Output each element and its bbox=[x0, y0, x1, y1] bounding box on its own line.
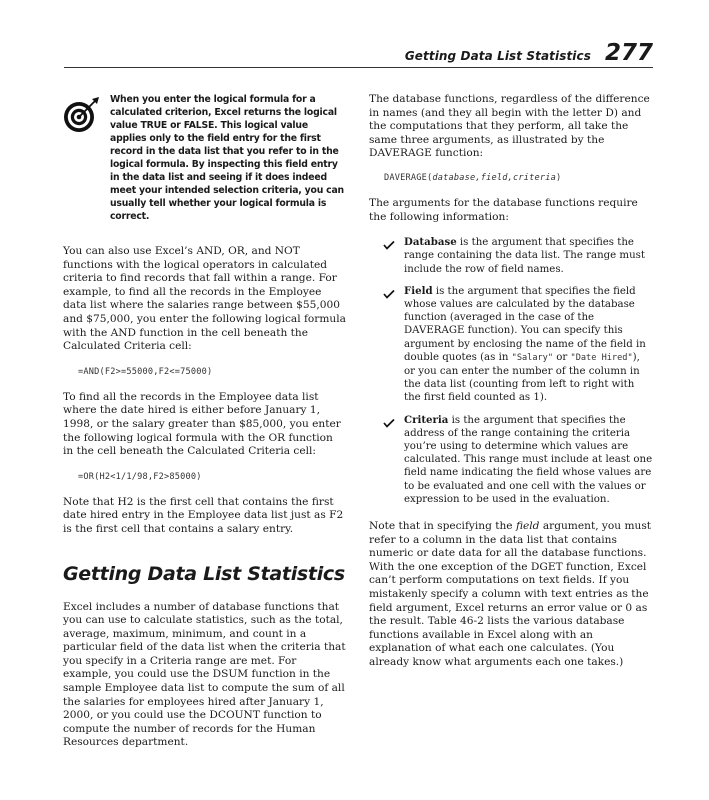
left-paragraph-4: Excel includes a number of database functions that you can use to calculate statistics, such as the total, average, maximum, minimum, and count in a particular field of the data list when the criteria that you specify in a Criteria range are met. For example, you could use the DSUM function in the sample Employee data list to compute the sum of all the salaries for employees hired after January 1, 2000, or you could use the DCOUNT function to compute the number of records for the Human Resources department. bbox=[63, 600, 346, 749]
tip-text: When you enter the logical formula for a calculated criterion, Excel returns the logical value TRUE or FALSE. This logical value applies only to the field entry for the first record in the data list that you refer to in the logical formula. By inspecting this field entry in the data list and seeing if it does indeed meet your intended selection criteria, you can usually tell whether your logical formula is correct. bbox=[110, 94, 344, 222]
check-icon bbox=[383, 414, 395, 506]
list-item bbox=[383, 236, 654, 276]
field-emphasis: field bbox=[515, 520, 540, 533]
term-database: Database bbox=[404, 236, 457, 249]
right-paragraph-3-a: Note that in specifying the bbox=[369, 520, 516, 533]
left-paragraph-3: Note that H2 is the first cell that contains the first date hired entry in the Employee data list just as F2 is the first cell that contains a salary entry. bbox=[63, 495, 344, 535]
section-heading: Getting Data List Statistics bbox=[63, 562, 345, 585]
bullet-field-text-b: or bbox=[553, 351, 571, 363]
bullet-criteria bbox=[404, 414, 654, 506]
bullet-field bbox=[404, 285, 654, 405]
page-number: 277 bbox=[604, 40, 653, 66]
header-rule bbox=[64, 67, 653, 68]
check-icon bbox=[383, 236, 395, 276]
code-salary: "Salary" bbox=[511, 352, 554, 363]
term-criteria: Criteria bbox=[404, 413, 449, 426]
left-paragraph-1: You can also use Excel’s AND, OR, and NOT functions with the logical operators in calculated criteria to find records that fall within a range. For example, to find all the records in the Employee data list where the salaries range between $55,000 and $75,000, you enter the following logical formula with the AND function in the cell beneath the Calculated Criteria cell: bbox=[63, 245, 346, 353]
right-column bbox=[369, 93, 654, 670]
bullet-database-text: is the argument that specifies the range containing the data list. The range must include the row of field names. bbox=[404, 237, 645, 275]
target-tip-icon bbox=[63, 93, 101, 223]
term-field: Field bbox=[404, 284, 433, 297]
argument-list bbox=[369, 236, 654, 506]
left-column bbox=[63, 93, 346, 750]
bullet-database bbox=[404, 236, 654, 276]
right-paragraph-3-b: argument, you must refer to a column in the data list that contains numeric or date data for all the database functions. With the one exception of the DGET function, Excel can’t perform computations on text fields. If you mistakenly specify a column with text entries as the field argument, Excel returns an error value or 0 as the result. Table 46-2 lists the various database functions available in Excel along with an explanation of what each one calculates. (You already know what arguments each one takes.) bbox=[369, 520, 652, 668]
code-or-formula: =OR(H2<1/1/98,F2>85000) bbox=[78, 471, 202, 482]
list-item bbox=[383, 285, 654, 405]
right-paragraph-1: The database functions, regardless of the difference in names (and they all begin with the letter D) and the computations that they perform, all take the same three arguments, as illustrated by the DAVERAGE function: bbox=[369, 93, 650, 160]
syntax-close: ) bbox=[555, 172, 562, 183]
syntax-arguments: database,field,criteria bbox=[432, 172, 556, 183]
list-item bbox=[383, 414, 654, 506]
left-paragraph-2: To find all the records in the Employee data list where the date hired is either before January 1, 1998, or the salary greater than $85,000, you enter the following logical formula with the OR function in the cell beneath the Calculated Criteria cell: bbox=[63, 390, 341, 458]
check-icon bbox=[383, 285, 395, 405]
daverage-syntax bbox=[384, 173, 654, 183]
right-paragraph-3 bbox=[369, 520, 654, 670]
right-paragraph-2: The arguments for the database functions require the following information: bbox=[369, 196, 638, 223]
syntax-function: DAVERAGE( bbox=[384, 172, 433, 183]
tip-box bbox=[63, 93, 346, 223]
code-and-formula: =AND(F2>=55000,F2<=75000) bbox=[78, 366, 213, 377]
code-date-hired: "Date Hired" bbox=[570, 352, 633, 363]
running-head-title: Getting Data List Statistics bbox=[404, 49, 591, 63]
bullet-criteria-text: is the argument that specifies the address of the range containing the criteria you’re using to determine which values are calculated. This range must include at least one field name indicating the field whose values are to be evaluated and one cell with the values or expression to be used in the evaluation. bbox=[404, 414, 653, 505]
running-head bbox=[405, 40, 653, 66]
bullet-field-text-a: is the argument that specifies the field whose values are calculated by the database function (averaged in the case of the DAVERAGE function). You can specify this argument by enclosing the name of the field in double quotes (as in bbox=[404, 285, 646, 363]
bullet-field-text-c: ), or you can enter the number of the column in the data list (counting from left to right with the first field counted as 1). bbox=[404, 351, 640, 404]
